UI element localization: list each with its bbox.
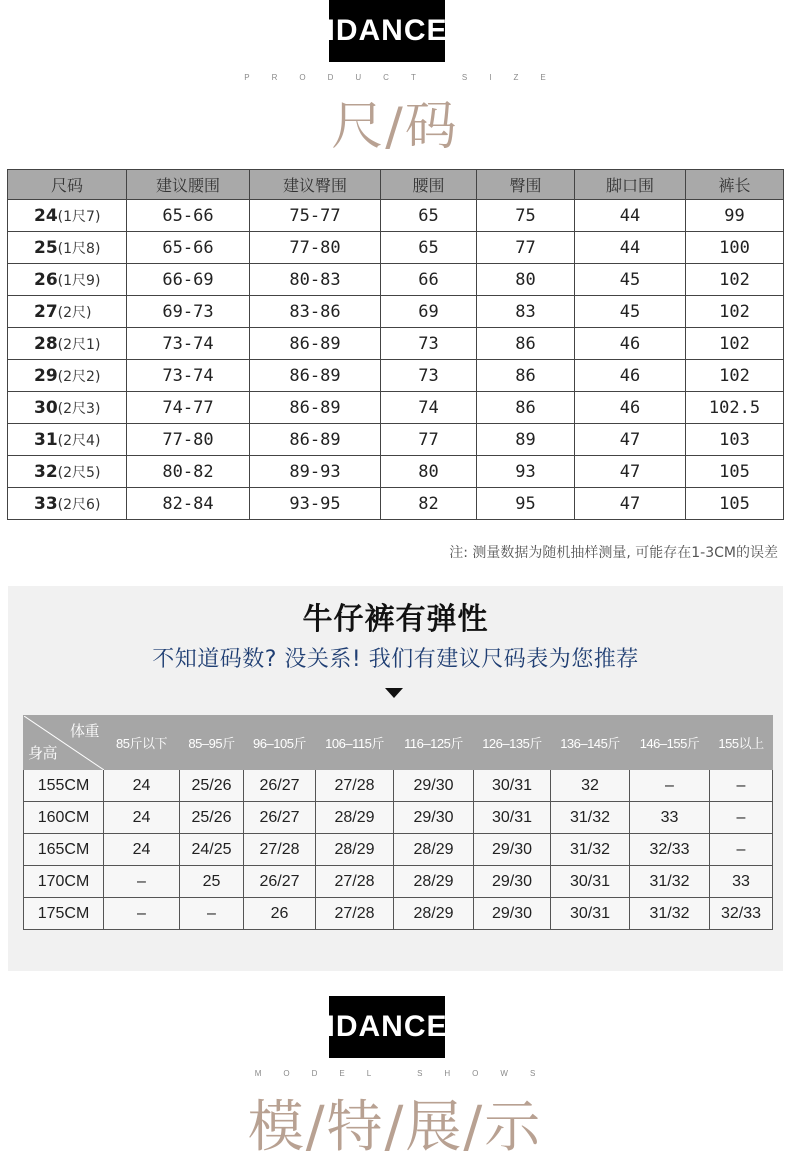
cell-waist: 65 — [381, 232, 477, 264]
size-number: 31 — [34, 429, 58, 450]
cell-rec-hip: 75-77 — [250, 200, 381, 232]
size-cell — [8, 200, 127, 232]
corner-weight-label: 体重 — [69, 722, 99, 740]
size-number: 25 — [34, 237, 58, 258]
cell-rec-waist: 73-74 — [127, 328, 250, 360]
recommend-size-cell: 27/28 — [244, 834, 316, 866]
cell-hem: 44 — [575, 232, 686, 264]
recommend-size-cell: 26/27 — [244, 866, 316, 898]
recommend-size-cell: 28/29 — [394, 898, 474, 930]
size-alt: (2尺) — [57, 304, 92, 321]
size-alt: (1尺8) — [57, 240, 101, 257]
cell-hem: 45 — [575, 296, 686, 328]
size-cell — [8, 488, 127, 520]
size-alt: (2尺6) — [57, 496, 101, 513]
cell-waist: 77 — [381, 424, 477, 456]
cell-hem: 47 — [575, 488, 686, 520]
cell-rec-hip: 83-86 — [250, 296, 381, 328]
cell-hem: 45 — [575, 264, 686, 296]
cell-waist: 69 — [381, 296, 477, 328]
size-alt: (2尺2) — [57, 368, 101, 385]
cell-rec-hip: 86-89 — [250, 328, 381, 360]
size-cell — [8, 424, 127, 456]
recommend-size-cell: 26/27 — [244, 770, 316, 802]
recommend-size-cell: – — [180, 898, 244, 930]
weight-header: 136–145斤 — [551, 716, 630, 770]
recommend-size-cell: 25 — [180, 866, 244, 898]
cell-hip: 83 — [477, 296, 575, 328]
weight-header: 155以上 — [710, 716, 773, 770]
table-row — [8, 488, 784, 520]
cell-rec-waist: 65-66 — [127, 232, 250, 264]
col-header-hip: 臀围 — [477, 170, 575, 200]
recommend-size-cell: 25/26 — [180, 770, 244, 802]
corner-cell — [24, 716, 104, 770]
cell-rec-waist: 77-80 — [127, 424, 250, 456]
cell-rec-hip: 80-83 — [250, 264, 381, 296]
recommend-size-cell: 30/31 — [551, 866, 630, 898]
recommend-size-cell: 30/31 — [474, 770, 551, 802]
height-cell: 155CM — [24, 770, 104, 802]
cell-length: 102 — [686, 296, 784, 328]
size-section-title: 尺/码 — [331, 97, 459, 157]
table-row — [8, 424, 784, 456]
cell-waist: 65 — [381, 200, 477, 232]
size-alt: (1尺9) — [57, 272, 101, 289]
cell-rec-hip: 86-89 — [250, 360, 381, 392]
cell-hip: 89 — [477, 424, 575, 456]
weight-header: 96–105斤 — [244, 716, 316, 770]
recommend-size-cell: 24 — [104, 802, 180, 834]
recommend-size-cell: 29/30 — [474, 834, 551, 866]
cell-rec-waist: 74-77 — [127, 392, 250, 424]
recommend-size-cell: 33 — [630, 802, 710, 834]
recommend-size-cell: 29/30 — [474, 898, 551, 930]
recommend-size-cell: 27/28 — [316, 898, 394, 930]
size-number: 28 — [34, 333, 58, 354]
recommend-table-header — [24, 716, 773, 770]
recommend-size-cell: 24 — [104, 770, 180, 802]
size-alt: (2尺1) — [57, 336, 101, 353]
cell-length: 100 — [686, 232, 784, 264]
recommend-size-cell: – — [630, 770, 710, 802]
table-row — [8, 360, 784, 392]
recommend-size-cell: 28/29 — [316, 834, 394, 866]
cell-hem: 46 — [575, 328, 686, 360]
cell-rec-hip: 86-89 — [250, 424, 381, 456]
cell-length: 103 — [686, 424, 784, 456]
height-cell: 170CM — [24, 866, 104, 898]
cell-rec-waist: 80-82 — [127, 456, 250, 488]
weight-header: 146–155斤 — [630, 716, 710, 770]
weight-header: 126–135斤 — [474, 716, 551, 770]
cell-rec-hip: 93-95 — [250, 488, 381, 520]
cell-hip: 95 — [477, 488, 575, 520]
model-shows-subtitle: MODEL SHOWS — [254, 1069, 558, 1078]
size-number: 27 — [34, 301, 58, 322]
recommend-size-cell: 32 — [551, 770, 630, 802]
cell-hem: 47 — [575, 424, 686, 456]
cell-waist: 66 — [381, 264, 477, 296]
cell-rec-waist: 73-74 — [127, 360, 250, 392]
brand-logo: IDANCE — [329, 0, 445, 62]
weight-header: 106–115斤 — [316, 716, 394, 770]
weight-header: 85斤以下 — [104, 716, 180, 770]
cell-hip: 93 — [477, 456, 575, 488]
size-alt: (2尺3) — [57, 400, 101, 417]
height-cell: 175CM — [24, 898, 104, 930]
recommend-size-cell: 28/29 — [316, 802, 394, 834]
recommend-size-cell: 24 — [104, 834, 180, 866]
size-number: 26 — [34, 269, 58, 290]
table-row — [8, 232, 784, 264]
cell-length: 102.5 — [686, 392, 784, 424]
recommend-title: 牛仔裤有弹性 — [302, 602, 489, 637]
cell-hem: 47 — [575, 456, 686, 488]
recommend-size-cell: 29/30 — [394, 802, 474, 834]
recommend-size-cell: 27/28 — [316, 770, 394, 802]
size-alt: (2尺5) — [57, 464, 101, 481]
col-header-length: 裤长 — [686, 170, 784, 200]
recommend-size-cell: 29/30 — [474, 866, 551, 898]
size-number: 30 — [34, 397, 58, 418]
cell-length: 102 — [686, 328, 784, 360]
table-row — [24, 802, 773, 834]
recommend-size-cell: – — [710, 770, 773, 802]
recommend-size-cell: 32/33 — [630, 834, 710, 866]
height-cell: 165CM — [24, 834, 104, 866]
cell-length: 105 — [686, 456, 784, 488]
corner-height-label: 身高 — [28, 744, 58, 762]
size-number: 33 — [34, 493, 58, 514]
col-header-size: 尺码 — [8, 170, 127, 200]
size-number: 24 — [34, 205, 58, 226]
size-cell — [8, 296, 127, 328]
cell-hem: 46 — [575, 392, 686, 424]
cell-length: 102 — [686, 264, 784, 296]
table-row — [24, 866, 773, 898]
cell-hem: 46 — [575, 360, 686, 392]
triangle-down-icon — [385, 688, 403, 698]
cell-length: 105 — [686, 488, 784, 520]
recommend-size-cell: 31/32 — [551, 834, 630, 866]
recommend-size-table — [23, 715, 773, 930]
table-row — [8, 392, 784, 424]
table-row — [8, 264, 784, 296]
size-alt: (2尺4) — [57, 432, 101, 449]
recommend-size-cell: 25/26 — [180, 802, 244, 834]
recommend-size-cell: 33 — [710, 866, 773, 898]
col-header-waist: 腰围 — [381, 170, 477, 200]
table-row — [24, 834, 773, 866]
weight-header: 116–125斤 — [394, 716, 474, 770]
recommend-size-cell: – — [104, 866, 180, 898]
recommend-size-cell: 30/31 — [551, 898, 630, 930]
cell-hem: 44 — [575, 200, 686, 232]
size-cell — [8, 232, 127, 264]
brand-logo-bottom: IDANCE — [329, 996, 445, 1058]
size-cell — [8, 456, 127, 488]
recommend-subtitle: 不知道码数? 没关系! 我们有建议尺码表为您推荐 — [152, 647, 639, 672]
recommend-size-cell: 28/29 — [394, 866, 474, 898]
cell-rec-waist: 65-66 — [127, 200, 250, 232]
cell-hip: 86 — [477, 328, 575, 360]
table-row — [24, 898, 773, 930]
cell-rec-waist: 69-73 — [127, 296, 250, 328]
cell-waist: 73 — [381, 360, 477, 392]
recommend-size-cell: – — [710, 802, 773, 834]
recommend-size-cell: 31/32 — [551, 802, 630, 834]
cell-waist: 82 — [381, 488, 477, 520]
size-alt: (1尺7) — [57, 208, 101, 225]
measurement-note: 注: 测量数据为随机抽样测量, 可能存在1-3CM的误差 — [449, 545, 778, 561]
size-cell — [8, 360, 127, 392]
recommend-size-cell: 32/33 — [710, 898, 773, 930]
col-header-hem: 脚口围 — [575, 170, 686, 200]
recommend-size-cell: – — [104, 898, 180, 930]
table-row — [8, 328, 784, 360]
col-header-rec-waist: 建议腰围 — [127, 170, 250, 200]
cell-rec-hip: 86-89 — [250, 392, 381, 424]
cell-waist: 80 — [381, 456, 477, 488]
cell-rec-waist: 66-69 — [127, 264, 250, 296]
size-cell — [8, 264, 127, 296]
cell-waist: 74 — [381, 392, 477, 424]
product-size-subtitle: PRODUCT SIZE — [244, 73, 568, 82]
table-row — [8, 296, 784, 328]
table-row — [8, 200, 784, 232]
cell-hip: 86 — [477, 392, 575, 424]
model-section-title: 模/特/展/示 — [247, 1095, 543, 1157]
table-row — [8, 456, 784, 488]
cell-hip: 86 — [477, 360, 575, 392]
cell-rec-hip: 89-93 — [250, 456, 381, 488]
cell-rec-waist: 82-84 — [127, 488, 250, 520]
size-chart-table — [7, 169, 784, 520]
recommend-size-cell: 24/25 — [180, 834, 244, 866]
table-row — [24, 770, 773, 802]
recommend-size-cell: 27/28 — [316, 866, 394, 898]
cell-length: 99 — [686, 200, 784, 232]
recommend-size-cell: 26/27 — [244, 802, 316, 834]
col-header-rec-hip: 建议臀围 — [250, 170, 381, 200]
recommend-size-cell: 30/31 — [474, 802, 551, 834]
size-table-header — [8, 170, 784, 200]
cell-rec-hip: 77-80 — [250, 232, 381, 264]
recommend-size-cell: 29/30 — [394, 770, 474, 802]
cell-hip: 75 — [477, 200, 575, 232]
cell-waist: 73 — [381, 328, 477, 360]
cell-hip: 77 — [477, 232, 575, 264]
size-cell — [8, 392, 127, 424]
weight-header: 85–95斤 — [180, 716, 244, 770]
recommend-size-cell: 31/32 — [630, 866, 710, 898]
recommend-size-cell: 28/29 — [394, 834, 474, 866]
recommend-size-cell: 26 — [244, 898, 316, 930]
cell-hip: 80 — [477, 264, 575, 296]
size-number: 32 — [34, 461, 58, 482]
recommend-size-cell: – — [710, 834, 773, 866]
size-number: 29 — [34, 365, 58, 386]
recommend-size-cell: 31/32 — [630, 898, 710, 930]
height-cell: 160CM — [24, 802, 104, 834]
cell-length: 102 — [686, 360, 784, 392]
size-cell — [8, 328, 127, 360]
